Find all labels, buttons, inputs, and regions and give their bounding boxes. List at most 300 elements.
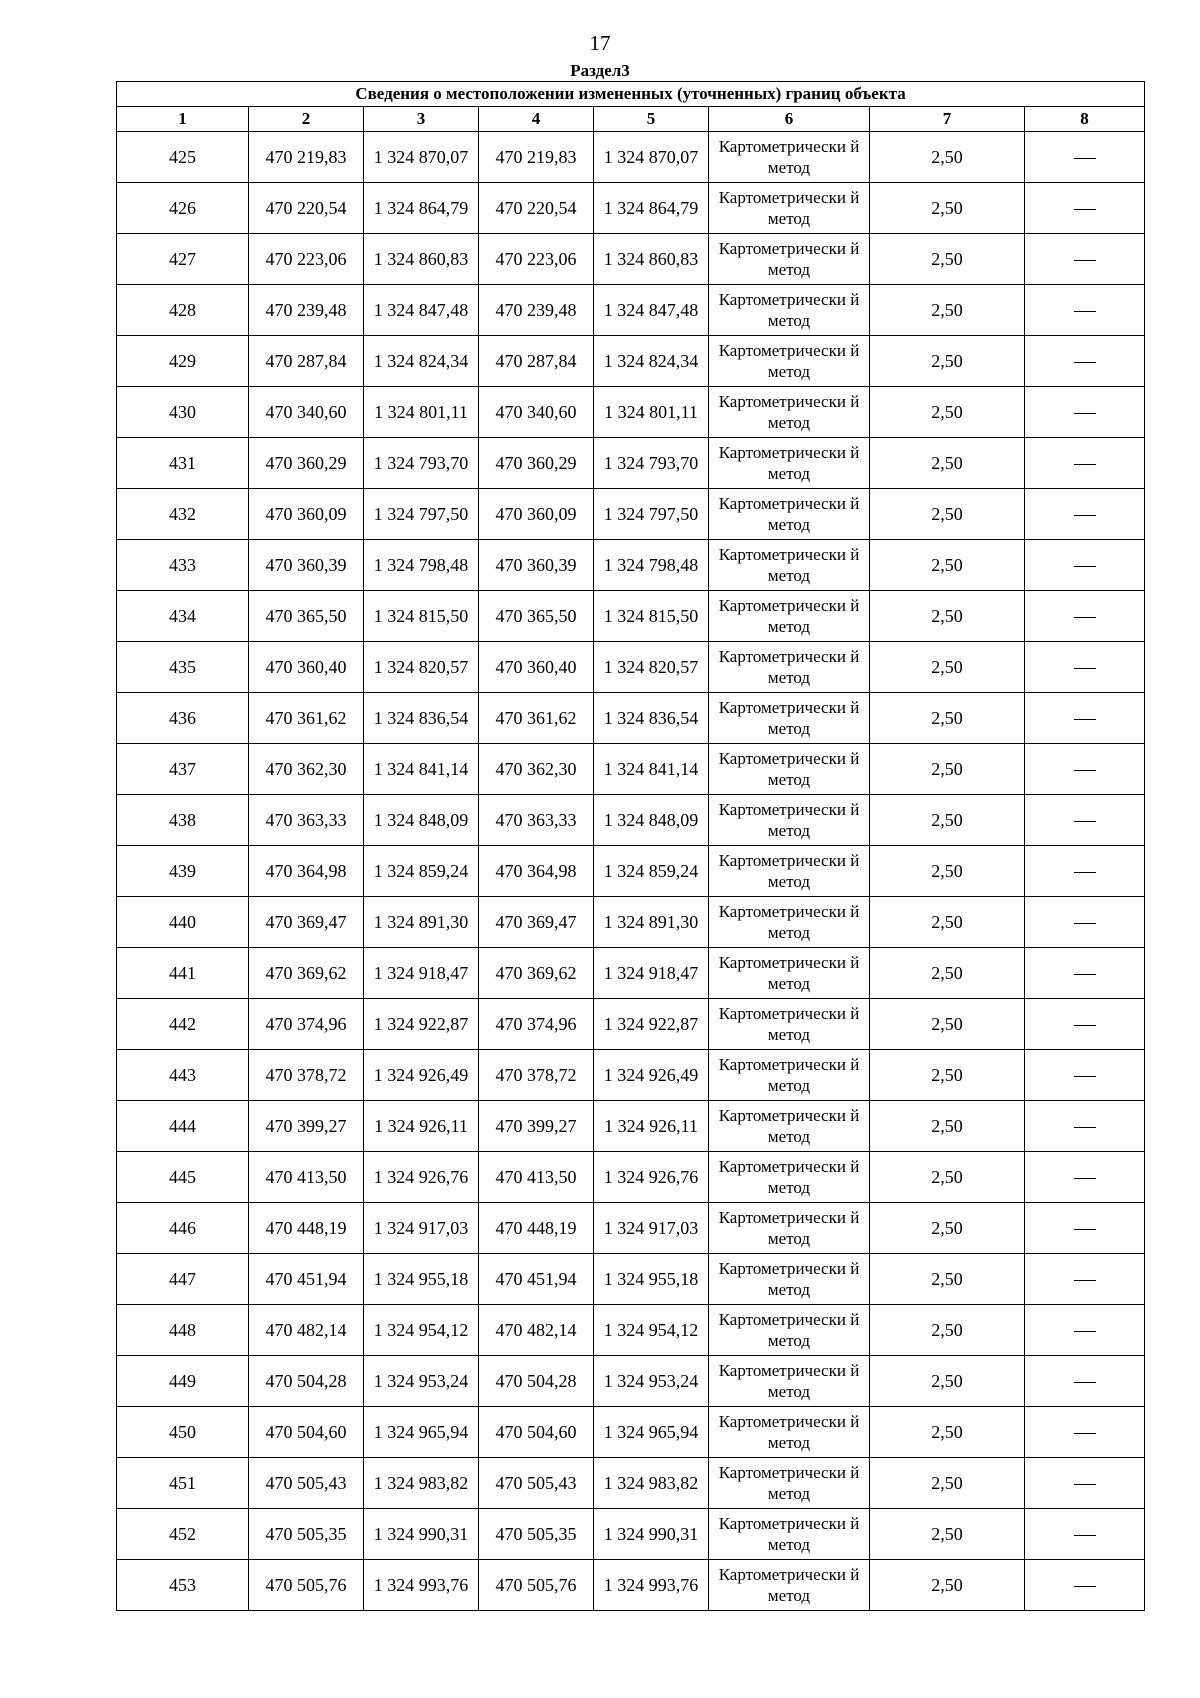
cell-y1: 1 324 836,54 (364, 693, 479, 744)
cell-method: Картометрически й метод (709, 1203, 870, 1254)
dash-mark (1074, 209, 1096, 210)
dash-mark (1074, 872, 1096, 873)
cell-method: Картометрически й метод (709, 1356, 870, 1407)
cell-empty (1025, 1050, 1145, 1101)
cell-x1: 470 361,62 (249, 693, 364, 744)
cell-empty (1025, 1407, 1145, 1458)
table-row (117, 1509, 1145, 1560)
dash-mark (1074, 668, 1096, 669)
cell-method: Картометрически й метод (709, 1101, 870, 1152)
cell-x2: 470 361,62 (479, 693, 594, 744)
cell-y1: 1 324 841,14 (364, 744, 479, 795)
cell-y2: 1 324 841,14 (594, 744, 709, 795)
cell-y2: 1 324 891,30 (594, 897, 709, 948)
cell-x2: 470 399,27 (479, 1101, 594, 1152)
cell-x1: 470 287,84 (249, 336, 364, 387)
table-row (117, 234, 1145, 285)
table-row (117, 183, 1145, 234)
dash-mark (1074, 260, 1096, 261)
dash-mark (1074, 158, 1096, 159)
cell-method: Картометрически й метод (709, 234, 870, 285)
cell-point: 446 (117, 1203, 249, 1254)
cell-y1: 1 324 797,50 (364, 489, 479, 540)
dash-mark (1074, 311, 1096, 312)
dash-mark (1074, 413, 1096, 414)
cell-empty (1025, 1305, 1145, 1356)
column-number: 5 (594, 107, 709, 132)
cell-x2: 470 365,50 (479, 591, 594, 642)
cell-y2: 1 324 922,87 (594, 999, 709, 1050)
cell-accuracy: 2,50 (870, 1458, 1025, 1509)
table-row (117, 693, 1145, 744)
cell-empty (1025, 846, 1145, 897)
cell-point: 453 (117, 1560, 249, 1611)
cell-method: Картометрически й метод (709, 795, 870, 846)
cell-method: Картометрически й метод (709, 591, 870, 642)
table-row (117, 999, 1145, 1050)
cell-method: Картометрически й метод (709, 642, 870, 693)
cell-x1: 470 482,14 (249, 1305, 364, 1356)
cell-x1: 470 360,09 (249, 489, 364, 540)
cell-x1: 470 219,83 (249, 132, 364, 183)
cell-y2: 1 324 965,94 (594, 1407, 709, 1458)
cell-empty (1025, 948, 1145, 999)
cell-x2: 470 504,28 (479, 1356, 594, 1407)
cell-accuracy: 2,50 (870, 897, 1025, 948)
cell-empty (1025, 1356, 1145, 1407)
cell-empty (1025, 489, 1145, 540)
cell-y1: 1 324 965,94 (364, 1407, 479, 1458)
cell-y2: 1 324 926,76 (594, 1152, 709, 1203)
table-row (117, 132, 1145, 183)
cell-x1: 470 504,60 (249, 1407, 364, 1458)
cell-y1: 1 324 824,34 (364, 336, 479, 387)
cell-accuracy: 2,50 (870, 489, 1025, 540)
dash-mark (1074, 1484, 1096, 1485)
cell-empty (1025, 438, 1145, 489)
table-row (117, 1101, 1145, 1152)
column-number: 3 (364, 107, 479, 132)
cell-y1: 1 324 815,50 (364, 591, 479, 642)
cell-y2: 1 324 815,50 (594, 591, 709, 642)
dash-mark (1074, 1025, 1096, 1026)
cell-x1: 470 399,27 (249, 1101, 364, 1152)
dash-mark (1074, 566, 1096, 567)
cell-accuracy: 2,50 (870, 591, 1025, 642)
cell-y1: 1 324 859,24 (364, 846, 479, 897)
table-row (117, 1050, 1145, 1101)
cell-point: 427 (117, 234, 249, 285)
cell-accuracy: 2,50 (870, 540, 1025, 591)
cell-x2: 470 363,33 (479, 795, 594, 846)
cell-point: 439 (117, 846, 249, 897)
cell-y2: 1 324 870,07 (594, 132, 709, 183)
dash-mark (1074, 1178, 1096, 1179)
cell-method: Картометрически й метод (709, 693, 870, 744)
cell-accuracy: 2,50 (870, 1050, 1025, 1101)
cell-x1: 470 360,29 (249, 438, 364, 489)
column-number: 7 (870, 107, 1025, 132)
cell-point: 428 (117, 285, 249, 336)
cell-x2: 470 505,35 (479, 1509, 594, 1560)
cell-y1: 1 324 926,11 (364, 1101, 479, 1152)
cell-x1: 470 378,72 (249, 1050, 364, 1101)
cell-method: Картометрически й метод (709, 132, 870, 183)
dash-mark (1074, 1586, 1096, 1587)
table-row (117, 642, 1145, 693)
cell-y1: 1 324 864,79 (364, 183, 479, 234)
cell-y1: 1 324 891,30 (364, 897, 479, 948)
cell-point: 431 (117, 438, 249, 489)
cell-y2: 1 324 847,48 (594, 285, 709, 336)
table-row (117, 1356, 1145, 1407)
cell-point: 442 (117, 999, 249, 1050)
cell-x1: 470 451,94 (249, 1254, 364, 1305)
cell-x2: 470 340,60 (479, 387, 594, 438)
column-number: 4 (479, 107, 594, 132)
cell-x2: 470 219,83 (479, 132, 594, 183)
table-row (117, 1254, 1145, 1305)
cell-accuracy: 2,50 (870, 1152, 1025, 1203)
cell-point: 449 (117, 1356, 249, 1407)
cell-empty (1025, 1509, 1145, 1560)
cell-accuracy: 2,50 (870, 1407, 1025, 1458)
cell-x2: 470 369,62 (479, 948, 594, 999)
cell-point: 448 (117, 1305, 249, 1356)
cell-y2: 1 324 993,76 (594, 1560, 709, 1611)
cell-accuracy: 2,50 (870, 132, 1025, 183)
cell-point: 451 (117, 1458, 249, 1509)
dash-mark (1074, 1535, 1096, 1536)
table-row (117, 489, 1145, 540)
page-number: 17 (589, 31, 611, 55)
column-number-row (117, 107, 1145, 132)
cell-empty (1025, 336, 1145, 387)
cell-point: 438 (117, 795, 249, 846)
cell-y1: 1 324 820,57 (364, 642, 479, 693)
cell-empty (1025, 591, 1145, 642)
section-title: Раздел3 (570, 61, 630, 80)
cell-x1: 470 362,30 (249, 744, 364, 795)
cell-y1: 1 324 990,31 (364, 1509, 479, 1560)
cell-y1: 1 324 955,18 (364, 1254, 479, 1305)
cell-x2: 470 413,50 (479, 1152, 594, 1203)
cell-method: Картометрически й метод (709, 1560, 870, 1611)
cell-y1: 1 324 848,09 (364, 795, 479, 846)
cell-accuracy: 2,50 (870, 183, 1025, 234)
cell-y2: 1 324 824,34 (594, 336, 709, 387)
cell-x1: 470 505,43 (249, 1458, 364, 1509)
cell-point: 450 (117, 1407, 249, 1458)
table-row (117, 744, 1145, 795)
cell-accuracy: 2,50 (870, 285, 1025, 336)
cell-point: 434 (117, 591, 249, 642)
table-row (117, 387, 1145, 438)
dash-mark (1074, 1280, 1096, 1281)
cell-method: Картометрически й метод (709, 948, 870, 999)
table-row (117, 1407, 1145, 1458)
table-row (117, 285, 1145, 336)
cell-accuracy: 2,50 (870, 438, 1025, 489)
dash-mark (1074, 821, 1096, 822)
column-number: 2 (249, 107, 364, 132)
cell-accuracy: 2,50 (870, 336, 1025, 387)
cell-x2: 470 448,19 (479, 1203, 594, 1254)
cell-y2: 1 324 926,49 (594, 1050, 709, 1101)
cell-x2: 470 220,54 (479, 183, 594, 234)
cell-x1: 470 239,48 (249, 285, 364, 336)
cell-accuracy: 2,50 (870, 387, 1025, 438)
table-row (117, 897, 1145, 948)
cell-accuracy: 2,50 (870, 1509, 1025, 1560)
cell-y2: 1 324 955,18 (594, 1254, 709, 1305)
cell-x2: 470 505,76 (479, 1560, 594, 1611)
cell-point: 436 (117, 693, 249, 744)
table-body (117, 132, 1145, 1611)
cell-x2: 470 505,43 (479, 1458, 594, 1509)
cell-empty (1025, 897, 1145, 948)
cell-method: Картометрически й метод (709, 438, 870, 489)
cell-accuracy: 2,50 (870, 744, 1025, 795)
cell-y2: 1 324 859,24 (594, 846, 709, 897)
cell-point: 425 (117, 132, 249, 183)
cell-y2: 1 324 954,12 (594, 1305, 709, 1356)
cell-empty (1025, 183, 1145, 234)
table-row (117, 540, 1145, 591)
cell-y2: 1 324 990,31 (594, 1509, 709, 1560)
cell-accuracy: 2,50 (870, 1203, 1025, 1254)
cell-point: 430 (117, 387, 249, 438)
cell-y2: 1 324 801,11 (594, 387, 709, 438)
cell-method: Картометрически й метод (709, 1152, 870, 1203)
cell-x1: 470 223,06 (249, 234, 364, 285)
cell-x2: 470 360,39 (479, 540, 594, 591)
cell-empty (1025, 132, 1145, 183)
cell-accuracy: 2,50 (870, 1101, 1025, 1152)
cell-y2: 1 324 918,47 (594, 948, 709, 999)
cell-point: 452 (117, 1509, 249, 1560)
coordinates-table (116, 81, 1145, 1611)
cell-method: Картометрически й метод (709, 183, 870, 234)
cell-point: 429 (117, 336, 249, 387)
cell-point: 433 (117, 540, 249, 591)
cell-empty (1025, 1254, 1145, 1305)
cell-x2: 470 374,96 (479, 999, 594, 1050)
cell-x2: 470 482,14 (479, 1305, 594, 1356)
cell-x1: 470 340,60 (249, 387, 364, 438)
cell-y1: 1 324 918,47 (364, 948, 479, 999)
cell-x1: 470 504,28 (249, 1356, 364, 1407)
cell-empty (1025, 795, 1145, 846)
cell-point: 447 (117, 1254, 249, 1305)
cell-y1: 1 324 954,12 (364, 1305, 479, 1356)
cell-y1: 1 324 993,76 (364, 1560, 479, 1611)
dash-mark (1074, 362, 1096, 363)
cell-accuracy: 2,50 (870, 795, 1025, 846)
dash-mark (1074, 617, 1096, 618)
cell-accuracy: 2,50 (870, 642, 1025, 693)
cell-x1: 470 365,50 (249, 591, 364, 642)
cell-y1: 1 324 983,82 (364, 1458, 479, 1509)
cell-x1: 470 360,40 (249, 642, 364, 693)
cell-y1: 1 324 926,76 (364, 1152, 479, 1203)
cell-method: Картометрически й метод (709, 744, 870, 795)
table-row (117, 1203, 1145, 1254)
column-number: 6 (709, 107, 870, 132)
cell-x1: 470 448,19 (249, 1203, 364, 1254)
table-row (117, 795, 1145, 846)
cell-empty (1025, 1203, 1145, 1254)
cell-x2: 470 360,40 (479, 642, 594, 693)
cell-y1: 1 324 870,07 (364, 132, 479, 183)
cell-x1: 470 360,39 (249, 540, 364, 591)
cell-empty (1025, 1560, 1145, 1611)
cell-accuracy: 2,50 (870, 693, 1025, 744)
cell-method: Картометрически й метод (709, 540, 870, 591)
cell-method: Картометрически й метод (709, 846, 870, 897)
cell-accuracy: 2,50 (870, 1356, 1025, 1407)
cell-method: Картометрически й метод (709, 387, 870, 438)
cell-x2: 470 504,60 (479, 1407, 594, 1458)
cell-y2: 1 324 864,79 (594, 183, 709, 234)
cell-empty (1025, 642, 1145, 693)
cell-accuracy: 2,50 (870, 846, 1025, 897)
cell-method: Картометрически й метод (709, 1407, 870, 1458)
dash-mark (1074, 1076, 1096, 1077)
cell-x1: 470 374,96 (249, 999, 364, 1050)
dash-mark (1074, 1331, 1096, 1332)
cell-y2: 1 324 953,24 (594, 1356, 709, 1407)
cell-method: Картометрически й метод (709, 336, 870, 387)
cell-x1: 470 369,47 (249, 897, 364, 948)
cell-y2: 1 324 797,50 (594, 489, 709, 540)
cell-y1: 1 324 860,83 (364, 234, 479, 285)
cell-method: Картометрически й метод (709, 999, 870, 1050)
cell-point: 445 (117, 1152, 249, 1203)
cell-x1: 470 505,76 (249, 1560, 364, 1611)
cell-point: 441 (117, 948, 249, 999)
cell-x1: 470 505,35 (249, 1509, 364, 1560)
cell-x1: 470 413,50 (249, 1152, 364, 1203)
cell-empty (1025, 693, 1145, 744)
cell-point: 440 (117, 897, 249, 948)
cell-y1: 1 324 917,03 (364, 1203, 479, 1254)
cell-point: 437 (117, 744, 249, 795)
column-number: 1 (117, 107, 249, 132)
column-number: 8 (1025, 107, 1145, 132)
cell-x2: 470 364,98 (479, 846, 594, 897)
cell-x2: 470 223,06 (479, 234, 594, 285)
cell-y1: 1 324 798,48 (364, 540, 479, 591)
table-row (117, 846, 1145, 897)
cell-point: 435 (117, 642, 249, 693)
table-row (117, 591, 1145, 642)
cell-empty (1025, 1458, 1145, 1509)
cell-method: Картометрически й метод (709, 897, 870, 948)
dash-mark (1074, 719, 1096, 720)
cell-y2: 1 324 860,83 (594, 234, 709, 285)
cell-empty (1025, 285, 1145, 336)
dash-mark (1074, 515, 1096, 516)
dash-mark (1074, 923, 1096, 924)
cell-x2: 470 287,84 (479, 336, 594, 387)
cell-accuracy: 2,50 (870, 948, 1025, 999)
cell-y2: 1 324 836,54 (594, 693, 709, 744)
cell-method: Картометрически й метод (709, 1509, 870, 1560)
cell-x2: 470 369,47 (479, 897, 594, 948)
cell-method: Картометрически й метод (709, 1254, 870, 1305)
dash-mark (1074, 770, 1096, 771)
cell-y2: 1 324 798,48 (594, 540, 709, 591)
dash-mark (1074, 1229, 1096, 1230)
cell-empty (1025, 234, 1145, 285)
cell-accuracy: 2,50 (870, 1560, 1025, 1611)
cell-method: Картометрически й метод (709, 1458, 870, 1509)
cell-point: 443 (117, 1050, 249, 1101)
cell-x1: 470 363,33 (249, 795, 364, 846)
cell-x2: 470 239,48 (479, 285, 594, 336)
cell-empty (1025, 744, 1145, 795)
cell-y2: 1 324 848,09 (594, 795, 709, 846)
table-row (117, 1305, 1145, 1356)
table-caption: Сведения о местоположении измененных (уточненных) границ объекта (117, 82, 1145, 107)
cell-y2: 1 324 917,03 (594, 1203, 709, 1254)
table-row (117, 948, 1145, 999)
table-row (117, 1458, 1145, 1509)
dash-mark (1074, 1382, 1096, 1383)
cell-y2: 1 324 820,57 (594, 642, 709, 693)
cell-accuracy: 2,50 (870, 1305, 1025, 1356)
cell-y1: 1 324 801,11 (364, 387, 479, 438)
table-row (117, 438, 1145, 489)
cell-accuracy: 2,50 (870, 1254, 1025, 1305)
cell-y2: 1 324 926,11 (594, 1101, 709, 1152)
cell-point: 432 (117, 489, 249, 540)
cell-method: Картометрически й метод (709, 1305, 870, 1356)
cell-y1: 1 324 922,87 (364, 999, 479, 1050)
cell-y1: 1 324 847,48 (364, 285, 479, 336)
cell-empty (1025, 999, 1145, 1050)
cell-method: Картометрически й метод (709, 1050, 870, 1101)
table-caption-row (117, 82, 1145, 107)
cell-point: 426 (117, 183, 249, 234)
table-row (117, 1152, 1145, 1203)
cell-x2: 470 362,30 (479, 744, 594, 795)
cell-x2: 470 451,94 (479, 1254, 594, 1305)
cell-x1: 470 364,98 (249, 846, 364, 897)
cell-y1: 1 324 953,24 (364, 1356, 479, 1407)
cell-y2: 1 324 793,70 (594, 438, 709, 489)
table-row (117, 1560, 1145, 1611)
cell-accuracy: 2,50 (870, 999, 1025, 1050)
cell-x2: 470 378,72 (479, 1050, 594, 1101)
cell-empty (1025, 1152, 1145, 1203)
cell-empty (1025, 387, 1145, 438)
cell-empty (1025, 540, 1145, 591)
cell-empty (1025, 1101, 1145, 1152)
dash-mark (1074, 1127, 1096, 1128)
dash-mark (1074, 1433, 1096, 1434)
cell-point: 444 (117, 1101, 249, 1152)
cell-method: Картометрически й метод (709, 285, 870, 336)
cell-x1: 470 220,54 (249, 183, 364, 234)
dash-mark (1074, 974, 1096, 975)
cell-y2: 1 324 983,82 (594, 1458, 709, 1509)
cell-method: Картометрически й метод (709, 489, 870, 540)
cell-x2: 470 360,09 (479, 489, 594, 540)
dash-mark (1074, 464, 1096, 465)
cell-y1: 1 324 926,49 (364, 1050, 479, 1101)
